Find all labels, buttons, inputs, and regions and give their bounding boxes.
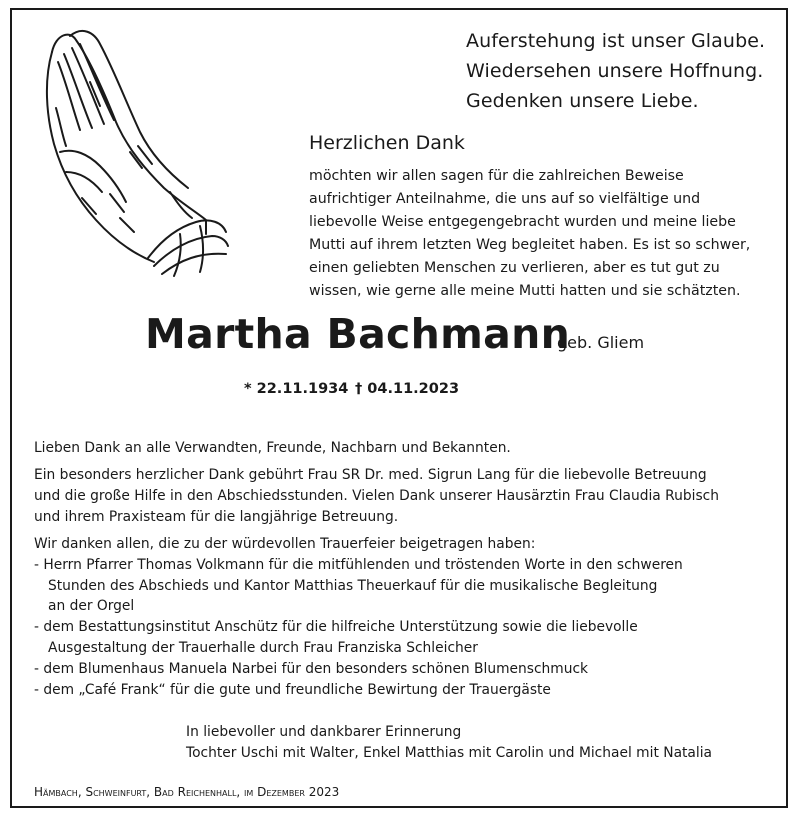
paragraph-line: und die große Hilfe in den Abschiedsstunden. Vielen Dank unserer Hausärztin Frau Claudia Rubisch — [34, 487, 719, 504]
paragraph-relatives — [34, 438, 784, 459]
thanks-line: möchten wir allen sagen für die zahlreichen Beweise — [309, 168, 684, 184]
deceased-name: Martha Bachmann — [145, 310, 571, 358]
obituary-card — [10, 8, 788, 808]
paragraph-line: - Herrn Pfarrer Thomas Volkmann für die mitfühlenden und tröstenden Worte in den schweren — [34, 556, 683, 573]
praying-hands-icon — [30, 22, 230, 282]
thanks-line: einen geliebten Menschen zu verlieren, aber es tut gut zu — [309, 260, 720, 276]
motto — [466, 26, 765, 116]
motto-line: Auferstehung ist unser Glaube. — [466, 30, 766, 52]
thanks-line: liebevolle Weise entgegengebracht wurden und meine liebe — [309, 214, 736, 230]
closing-line: Tochter Uschi mit Walter, Enkel Matthias mit Carolin und Michael mit Natalia — [186, 744, 713, 761]
paragraph-line: Wir danken allen, die zu der würdevollen Trauerfeier beigetragen haben: — [34, 536, 536, 552]
motto-line: Gedenken unsere Liebe. — [466, 90, 699, 112]
thanks-line: wissen, wie gerne alle meine Mutti hatten und sie schätzten. — [309, 283, 741, 299]
paragraph-care — [34, 465, 784, 527]
paragraph-line: und ihrem Praxisteam für die langjährige Betreuung. — [34, 508, 399, 525]
paragraph-line: Stunden des Abschieds und Kantor Matthias Theuerkauf für die musikalische Begleitung — [48, 577, 658, 594]
paragraph-line: - dem „Café Frank“ für die gute und freundliche Bewirtung der Trauergäste — [34, 681, 551, 698]
thanks-text — [309, 165, 779, 303]
maiden-name: geb. Gliem — [557, 333, 645, 352]
thanks-line: Mutti auf ihrem letzten Weg begleitet haben. Es ist so schwer, — [309, 237, 751, 253]
closing-line: In liebevoller und dankbarer Erinnerung — [186, 724, 462, 740]
paragraph-line: Lieben Dank an alle Verwandten, Freunde, Nachbarn und Bekannten. — [34, 440, 511, 456]
paragraph-line: - dem Bestattungsinstitut Anschütz für die hilfreiche Unterstützung sowie die liebevolle — [34, 619, 638, 636]
motto-line: Wiedersehen unsere Hoffnung. — [466, 60, 764, 82]
paragraph-line: Ausgestaltung der Trauerhalle durch Frau Franziska Schleicher — [48, 639, 478, 656]
death-date: † 04.11.2023 — [355, 381, 460, 397]
paragraph-line: Ein besonders herzlicher Dank gebührt Frau SR Dr. med. Sigrun Lang für die liebevolle Betreuung — [34, 467, 707, 483]
thanks-line: aufrichtiger Anteilnahme, die uns auf so vielfältige und — [309, 191, 701, 207]
paragraph-funeral — [34, 534, 784, 700]
paragraph-line: - dem Blumenhaus Manuela Narbei für den besonders schönen Blumenschmuck — [34, 660, 589, 677]
thanks-heading: Herzlichen Dank — [309, 132, 465, 154]
paragraph-line: an der Orgel — [48, 598, 135, 615]
birth-date: * 22.11.1934 — [244, 381, 349, 397]
place-date: Hämbach, Schweinfurt, Bad Reichenhall, im Dezember 2023 — [34, 785, 340, 799]
closing — [186, 722, 712, 763]
